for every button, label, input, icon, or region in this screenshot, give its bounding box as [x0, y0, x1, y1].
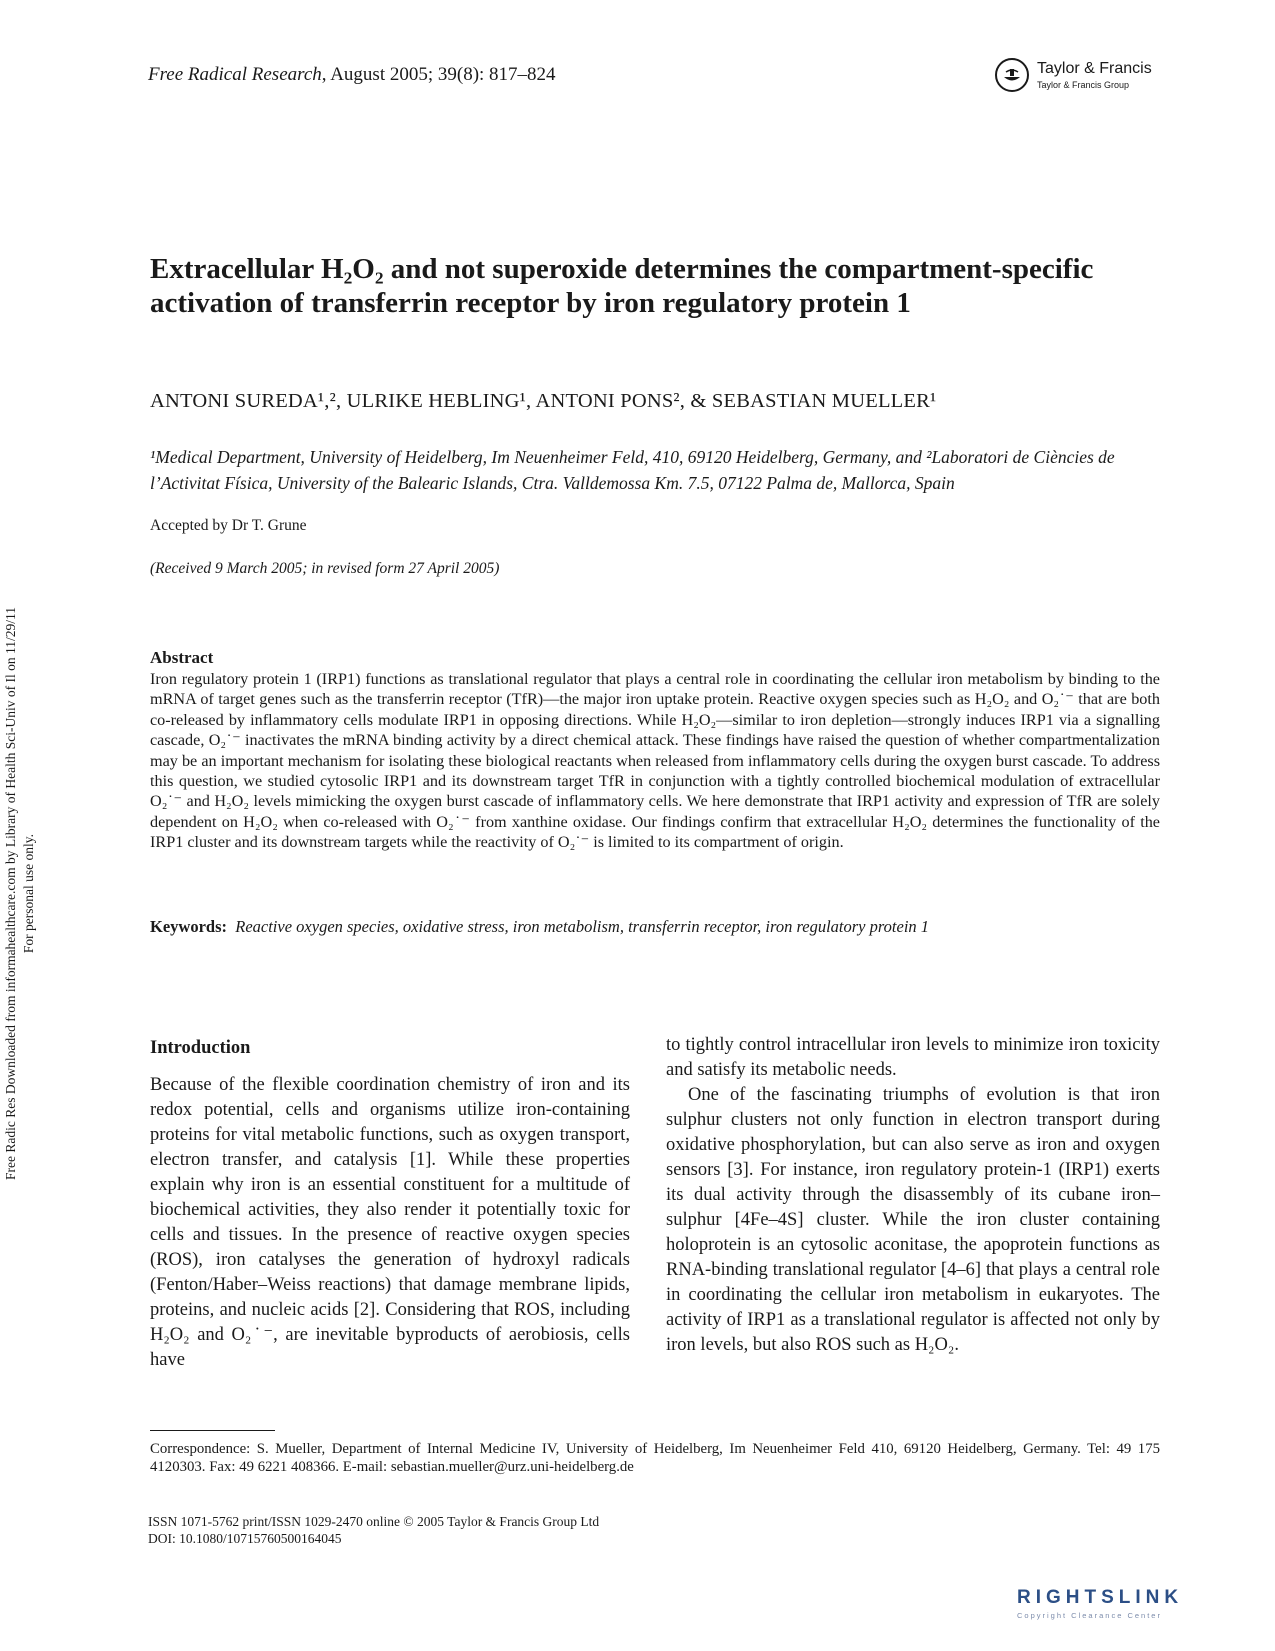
rightslink-label: RIGHTSLINK [1017, 1587, 1184, 1608]
affiliations: ¹Medical Department, University of Heidelberg, Im Neuenheimer Feld, 410, 69120 Heidelberg, Germany, and ²Laboratori de Ciències de l’Activitat Física, University of the Balearic Islands, Ctra. Valldemossa Km. 7.5, 07122 Palma de, Mallorca, Spain [150, 447, 1115, 493]
footnote-divider [150, 1430, 275, 1431]
introduction-left-column [150, 1073, 630, 1373]
received-dates: (Received 9 March 2005; in revised form 27 April 2005) [150, 560, 500, 577]
issn-line: ISSN 1071-5762 print/ISSN 1029-2470 online © 2005 Taylor & Francis Group Ltd [148, 1514, 600, 1529]
abstract-text: Iron regulatory protein 1 (IRP1) functions as translational regulator that plays a central role in coordinating the cellular iron metabolism by binding to the mRNA of target genes such as the transferrin receptor (TfR)—the major iron uptake protein. Reactive oxygen species such as H₂O₂ and O₂˙⁻ that are both co-released by inflammatory cells modulate IRP1 in opposing directions. While H₂O₂—similar to iron depletion—strongly induces IRP1 via a signalling cascade, O₂˙⁻ inactivates the mRNA binding activity by a direct chemical attack. These findings have raised the question of whether compartmentalization may be an important mechanism for isolating these biological reactants when released from inflammatory cells during the oxygen burst cascade. To address this question, we studied cytosolic IRP1 and its downstream target TfR in conjunction with a tightly controlled biochemical modulation of extracellular O₂˙⁻ and H₂O₂ levels mimicking the oxygen burst cascade of inflammatory cells. We here demonstrate that IRP1 activity and expression of TfR are solely dependent on H₂O₂ when co-released with O₂˙⁻ from xanthine oxidase. Our findings confirm that extracellular H₂O₂ determines the functionality of the IRP1 cluster and its downstream targets while the reactivity of O₂˙⁻ is limited to its compartment of origin. [150, 670, 1160, 852]
publisher-group: Taylor & Francis Group [1037, 80, 1130, 90]
rightslink-sublabel: Copyright Clearance Center [1017, 1611, 1162, 1620]
article-title: Extracellular H₂O₂ and not superoxide determines the compartment-specific activation of transferrin receptor by iron regulatory protein 1 [150, 253, 1094, 319]
keywords-label: Keywords: [150, 917, 227, 936]
publisher-name: Taylor & Francis [1037, 60, 1152, 77]
accepted-by: Accepted by Dr T. Grune [150, 517, 307, 534]
introduction-paragraph: One of the fascinating triumphs of evolution is that iron sulphur clusters not only function in electron transport during oxidative phosphorylation, but can also serve as iron and oxygen sensors [3]. For instance, iron regulatory protein-1 (IRP1) exerts its dual activity through the disassembly of its cubane iron–sulphur [4Fe–4S] cluster. While the iron cluster containing holoprotein is an cytosolic aconitase, the apoprotein functions as RNA-binding translational regulator [4–6] that plays a central role in coordinating the cellular iron metabolism in eukaryotes. The activity of IRP1 as a translational regulator is affected not only by iron levels, but also ROS such as H₂O₂. [666, 1085, 1160, 1355]
keywords [150, 917, 1160, 937]
abstract-heading: Abstract [150, 648, 214, 667]
download-watermark-line1: Free Radic Res Downloaded from informahealthcare.com by Library of Health Sci-Univ of Il on 11/29/11 [3, 607, 18, 1180]
doi-line: DOI: 10.1080/10715760500164045 [148, 1531, 342, 1546]
journal-name: Free Radical Research [148, 64, 322, 85]
introduction-heading: Introduction [150, 1038, 251, 1058]
journal-citation [148, 64, 556, 86]
introduction-paragraph: Because of the flexible coordination chemistry of iron and its redox potential, cells and organisms utilize iron-containing proteins for vital metabolic functions, such as oxygen transport, electron transfer, and catalysis [1]. While these properties explain why iron is an essential constituent for a multitude of biochemical activities, they also render it potentially toxic for cells and tissues. In the presence of reactive oxygen species (ROS), iron catalyses the generation of hydroxyl radicals (Fenton/Haber–Weiss reactions) that damage membrane lipids, proteins, and nucleic acids [2]. Considering that ROS, including H₂O₂ and O₂˙⁻, are inevitable byproducts of aerobiosis, cells have [150, 1075, 630, 1370]
correspondence-footnote: Correspondence: S. Mueller, Department of Internal Medicine IV, University of Heidelberg, Im Neuenheimer Feld 410, 69120 Heidelberg, Germany. Tel: 49 175 4120303. Fax: 49 6221 408366. E-mail: sebastian.mueller@urz.uni-heidelberg.de [150, 1441, 1160, 1475]
download-watermark [2, 607, 38, 1180]
publisher-logo-icon [995, 58, 1029, 92]
rightslink-logo[interactable] [1017, 1587, 1245, 1623]
download-watermark-line2: For personal use only. [21, 833, 36, 954]
issn-block [148, 1513, 599, 1547]
introduction-right-column [666, 1033, 1160, 1358]
journal-issue: , August 2005; 39(8): 817–824 [321, 64, 556, 85]
publisher-logo [995, 58, 1155, 98]
keywords-text: Reactive oxygen species, oxidative stress, iron metabolism, transferrin receptor, iron regulatory protein 1 [235, 917, 930, 936]
introduction-paragraph: to tightly control intracellular iron levels to minimize iron toxicity and satisfy its metabolic needs. [666, 1035, 1160, 1080]
author-list: ANTONI SUREDA¹,², ULRIKE HEBLING¹, ANTONI PONS², & SEBASTIAN MUELLER¹ [150, 390, 937, 412]
